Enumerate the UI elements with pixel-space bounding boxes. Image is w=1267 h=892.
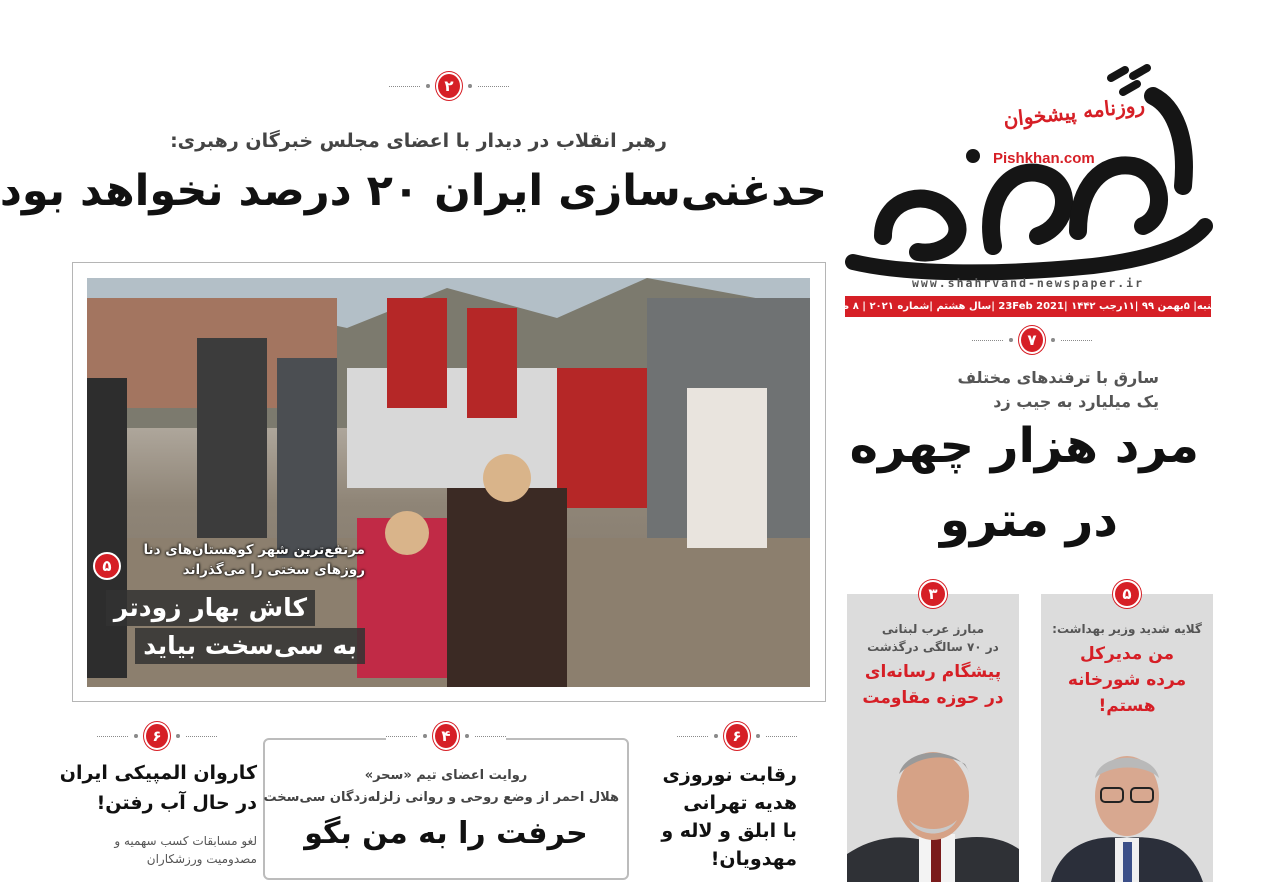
- photo-kicker-line1: مرتفع‌ترین شهر کوهستان‌های دنا: [143, 542, 365, 558]
- bottom-a-page-marker: ۶: [97, 722, 217, 750]
- box-left[interactable]: [847, 585, 1019, 882]
- bottom-c-title-line2[interactable]: هدیه تهرانی: [683, 792, 797, 814]
- photo-title-line1[interactable]: کاش بهار زودتر: [106, 590, 315, 626]
- watermark-site: Pishkhan.com: [993, 150, 1095, 167]
- box-right[interactable]: [1041, 585, 1213, 882]
- masthead: [819, 66, 1237, 322]
- bottom-c-page-marker: ۶: [677, 722, 797, 750]
- right-story-kicker-line1: سارق با ترفندهای مختلف: [957, 368, 1159, 387]
- lead-kicker: رهبر انقلاب در دیدار با اعضای مجلس خبرگان رهبری:: [170, 130, 667, 152]
- watermark-text: روزنامه پیشخوان: [1002, 92, 1146, 132]
- box-right-kicker: گلایه شدید وزیر بهداشت:: [1052, 622, 1202, 636]
- right-story-page-marker: ۷: [972, 326, 1092, 354]
- bottom-c-title-line4[interactable]: مهدویان!: [710, 848, 797, 870]
- box-right-page-marker: ۵: [1041, 580, 1213, 608]
- box-left-kicker-line2: در ۷۰ سالگی درگذشت: [867, 640, 999, 654]
- box-right-portrait: [1041, 734, 1213, 882]
- masthead-logo: [843, 66, 1213, 281]
- box-left-portrait: [847, 734, 1019, 882]
- masthead-title: [843, 166, 844, 167]
- bottom-b-kicker-line1: روایت اعضای تیم «سحر»: [364, 768, 528, 783]
- right-story-title-line1[interactable]: مرد هزار چهره: [849, 418, 1199, 474]
- lead-page-number: ۲: [436, 72, 462, 100]
- box-right-title-line3[interactable]: هستم!: [1098, 696, 1156, 716]
- box-left-page-marker: ۳: [847, 580, 1019, 608]
- masthead-dateline: سه‌شنبه| ۵بهمن ۹۹ |۱۱رجب ۱۴۴۲ |23Feb 2021 |سال هشتم |شماره ۲۰۲۱ | ۸ صفحه: [845, 296, 1211, 317]
- box-left-title-line1[interactable]: پیشگام رسانه‌ای: [864, 662, 1002, 682]
- photo-caption-box: [113, 538, 365, 668]
- bottom-c-title-line3[interactable]: با ابلق و لاله و: [661, 820, 797, 842]
- masthead-url[interactable]: www.shahrvand-newspaper.ir: [911, 276, 1144, 290]
- bottom-a-title-line1[interactable]: کاروان المپیکی ایران: [59, 762, 257, 784]
- bottom-b-box[interactable]: [263, 738, 629, 880]
- right-story-title-line2[interactable]: در مترو: [940, 492, 1118, 548]
- photo-page-badge: ۵: [93, 552, 121, 580]
- box-left-kicker-line1: مبارز عرب لبنانی: [881, 622, 985, 636]
- box-left-title-line2[interactable]: در حوزه مقاومت: [862, 688, 1004, 708]
- bottom-c-title-line1[interactable]: رقابت نوروزی: [662, 764, 797, 786]
- lead-page-marker: [389, 72, 509, 100]
- bottom-a-sub-line2: مصدومیت ورزشکاران: [146, 852, 257, 866]
- lead-headline[interactable]: حدغنی‌سازی ایران ۲۰ درصد نخواهد بود: [0, 166, 827, 216]
- right-story-kicker-line2: یک میلیارد به جیب زد: [993, 392, 1159, 411]
- photo-kicker-line2: روزهای سختی را می‌گذراند: [182, 562, 365, 578]
- bottom-b-kicker-line2: هلال احمر از وضع روحی و روانی زلزله‌زدگان سی‌سخت: [263, 790, 619, 805]
- photo-title-line2[interactable]: به سی‌سخت بیاید: [135, 628, 365, 664]
- bottom-a-sub-line1: لغو مسابقات کسب سهمیه و: [114, 834, 257, 848]
- box-right-title-line1[interactable]: من مدیرکل: [1079, 644, 1175, 664]
- bottom-a-title-line2[interactable]: در حال آب رفتن!: [96, 792, 257, 814]
- bottom-b-page-marker: ۴: [386, 722, 506, 750]
- box-right-title-line2[interactable]: مرده شورخانه: [1067, 670, 1187, 690]
- bottom-b-headline[interactable]: حرفت را به من بگو: [304, 816, 588, 851]
